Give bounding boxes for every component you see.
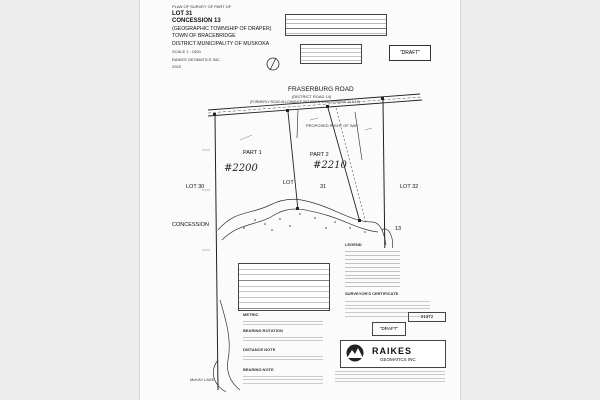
handwritten-2210: #2210 <box>313 160 347 171</box>
surveyors-certificate-title: SURVEYOR'S CERTIFICATE <box>345 291 399 296</box>
handwritten-2200: #2200 <box>224 163 258 174</box>
distance-note-text <box>243 353 323 363</box>
road-name: FRASERBURG ROAD <box>288 86 354 93</box>
mountain-logo-icon <box>344 344 366 362</box>
title-line-2: LOT 31 <box>172 10 193 17</box>
bearing-rotation-title: BEARING ROTATION <box>243 328 283 333</box>
draft-text: "DRAFT" <box>399 50 421 56</box>
distance-note-title: DISTANCE NOTE <box>243 347 276 352</box>
part-2-label: PART 2 <box>310 152 329 158</box>
lake-label: McKAY LAKE <box>190 377 215 382</box>
proposed-row-label: PROPOSED RIGHT OF WAY <box>306 123 359 128</box>
company-name: RAIKES <box>372 346 413 356</box>
title-year: 2023 <box>172 64 181 69</box>
survey-monuments <box>213 97 384 222</box>
road-district: (DISTRICT ROAD 14) <box>292 94 332 99</box>
legend-title: LEGEND <box>345 242 362 247</box>
plan-number-box <box>408 312 446 322</box>
road-allowance: (FORMERLY ROAD ALLOWANCE BETWEEN CONCESSIONS 13 & 14) <box>250 100 360 104</box>
title-line-1: PLAN OF SURVEY OF PART OF <box>172 4 232 9</box>
metric-note-title: METRIC <box>243 312 259 317</box>
company-subtitle: GEOMATICS INC <box>380 357 416 362</box>
bearing-note-title: BEARING NOTE <box>243 367 274 372</box>
concession-number: 13 <box>395 226 402 232</box>
legend-entries <box>345 248 400 288</box>
parts-schedule-table <box>238 263 330 311</box>
lot-30-label: LOT 30 <box>186 184 205 190</box>
title-scale: SCALE 1 : 1000 <box>172 49 201 54</box>
concession-label: CONCESSION <box>172 222 209 228</box>
title-line-5: TOWN OF BRACEBRIDGE <box>172 33 236 39</box>
lot-number-label: 31 <box>320 184 327 190</box>
title-company: RAIKES GEOMATICS INC. <box>172 56 221 62</box>
plan-number: 21372 <box>420 314 434 319</box>
lot-32-label: LOT 32 <box>400 184 419 190</box>
draft-text-2: "DRAFT" <box>379 326 399 331</box>
title-line-3: CONCESSION 13 <box>172 18 221 24</box>
footer-text <box>335 368 445 384</box>
title-line-4: (GEOGRAPHIC TOWNSHIP OF DRAPER) <box>172 25 272 32</box>
title-line-6: DISTRICT MUNICIPALITY OF MUSKOKA <box>172 40 270 47</box>
bearing-note-text <box>243 373 323 385</box>
draft-stamp-2 <box>372 322 406 336</box>
lot-word-label: LOT <box>283 180 294 186</box>
north-arrow <box>267 58 279 70</box>
metric-note-text <box>243 318 323 326</box>
part-1-label: PART 1 <box>243 150 262 156</box>
bearing-rotation-text <box>243 334 323 344</box>
